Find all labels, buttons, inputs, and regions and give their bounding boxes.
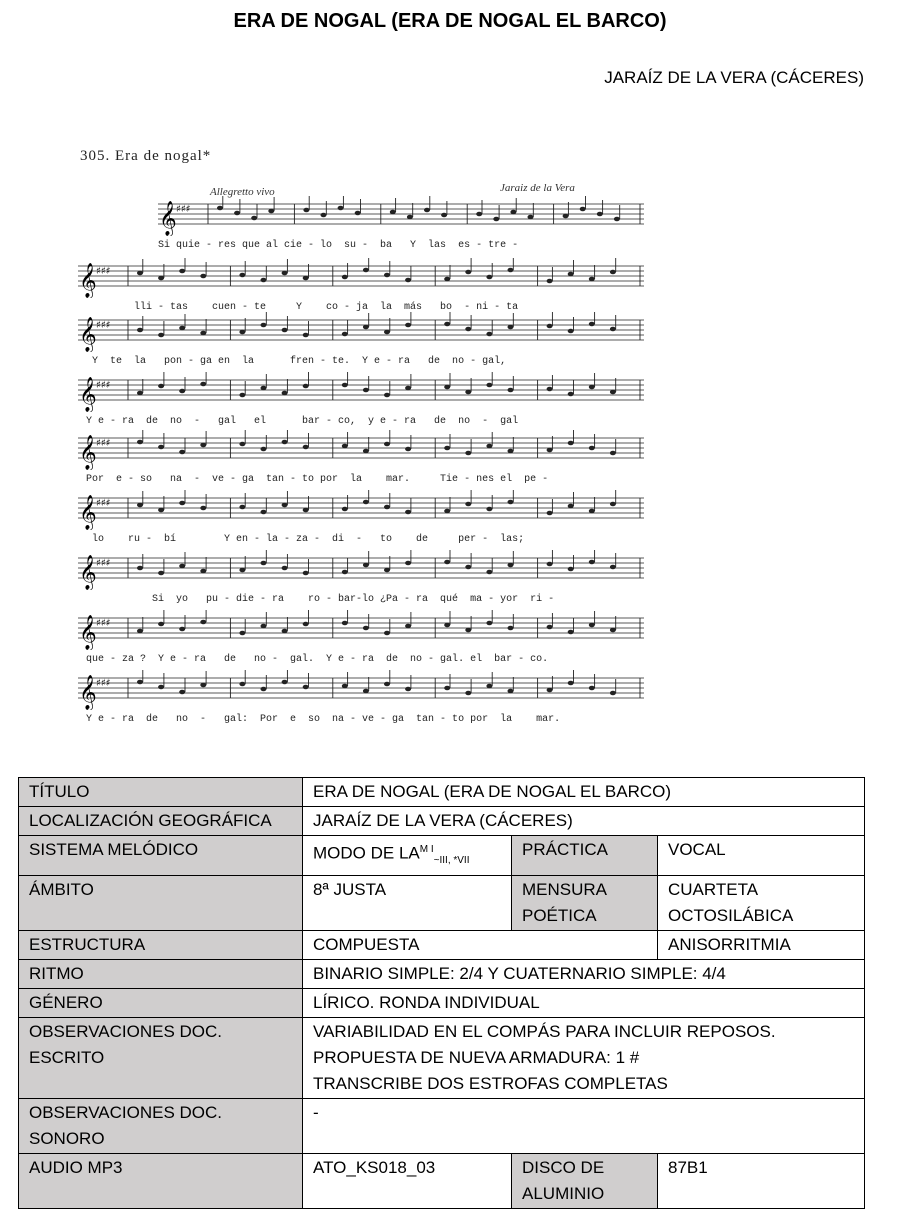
staff-lines [74, 610, 654, 650]
note-head [200, 274, 206, 279]
row-label: LOCALIZACIÓN GEOGRÁFICA [19, 807, 303, 836]
row-label: SISTEMA MELÓDICO [19, 836, 303, 876]
staff-lines [74, 670, 654, 710]
row-value: JARAÍZ DE LA VERA (CÁCERES) [303, 807, 865, 836]
note-head [179, 690, 185, 695]
observation-line: VARIABILIDAD EN EL COMPÁS PARA INCLUIR REPOSOS. [313, 1022, 776, 1042]
note-head [179, 627, 185, 632]
lyric-line: lo ru - bí Y en - la - za - di - to de per - las; [74, 534, 525, 545]
note-head [282, 271, 288, 276]
note-head [589, 277, 595, 282]
note-head [528, 215, 534, 220]
staff-lines [74, 430, 654, 470]
row-label: ESTRUCTURA [19, 931, 303, 960]
note-head [465, 327, 471, 332]
note-head [465, 628, 471, 633]
note-head [179, 269, 185, 274]
note-head [239, 682, 245, 687]
note-head [342, 507, 348, 512]
note-head [239, 505, 245, 510]
note-head [239, 330, 245, 335]
metadata-table [18, 777, 865, 1209]
key-signature-icon: ♯♯♯ [96, 320, 111, 331]
note-head [407, 215, 413, 220]
note-head [137, 391, 143, 396]
note-head [179, 389, 185, 394]
lyric-line: Por e - so na - ve - ga tan - to por la mar. Tie - nes el pe - [74, 474, 549, 485]
note-head [508, 325, 514, 330]
note-head [568, 630, 574, 635]
note-head [610, 628, 616, 633]
note-head [508, 563, 514, 568]
note-head [508, 689, 514, 694]
note-head [390, 210, 396, 215]
lyric-line: lli - tas cuen - te Y co - ja la más bo - ni - ta [74, 302, 519, 313]
note-head [597, 212, 603, 217]
note-head [610, 270, 616, 275]
note-head [158, 622, 164, 627]
note-head [405, 687, 411, 692]
note-head [568, 272, 574, 277]
row-value [303, 836, 512, 876]
row-value: COMPUESTA [303, 931, 658, 960]
note-head [342, 383, 348, 388]
staff-lines [74, 196, 654, 236]
staff-system [74, 670, 654, 730]
note-head [444, 686, 450, 691]
lyric-line: Y e - ra de no - gal: Por e so na - ve - ga tan - to por la mar. [74, 714, 561, 725]
note-head [580, 207, 586, 212]
note-head [465, 451, 471, 456]
lyric-line: Y e - ra de no - gal el bar - co, y e - ra de no - gal [74, 416, 519, 427]
note-head [137, 503, 143, 508]
tempo-marking: Allegretto vivo [210, 186, 275, 198]
note-head [486, 383, 492, 388]
key-signature-icon: ♯♯♯ [96, 618, 111, 629]
row-label: MENSURA POÉTICA [512, 876, 658, 931]
note-head [508, 449, 514, 454]
mode-text: MODO DE LA [313, 843, 420, 863]
row-label: ÁMBITO [19, 876, 303, 931]
note-head [508, 388, 514, 393]
row-label: PRÁCTICA [512, 836, 658, 876]
note-head [384, 273, 390, 278]
note-head [547, 688, 553, 693]
staff-system [74, 490, 654, 550]
note-head [405, 278, 411, 283]
note-head [261, 323, 267, 328]
note-head [493, 217, 499, 222]
note-head [303, 571, 309, 576]
note-head [261, 687, 267, 692]
note-head [137, 271, 143, 276]
row-value: VOCAL [658, 836, 865, 876]
staff-lines [74, 312, 654, 352]
staff-lines [74, 490, 654, 530]
note-head [158, 685, 164, 690]
key-signature-icon: ♯♯♯ [96, 678, 111, 689]
staff-lines [74, 258, 654, 298]
note-head [261, 561, 267, 566]
mode-subscript: ~III, *VII [433, 855, 470, 867]
row-value: ERA DE NOGAL (ERA DE NOGAL EL BARCO) [303, 778, 865, 807]
note-head [610, 327, 616, 332]
note-head [444, 277, 450, 282]
note-head [179, 501, 185, 506]
note-head [405, 561, 411, 566]
note-head [282, 503, 288, 508]
note-head [239, 442, 245, 447]
note-head [424, 208, 430, 213]
note-head [444, 446, 450, 451]
staff-system [74, 550, 654, 610]
row-value: LÍRICO. RONDA INDIVIDUAL [303, 989, 865, 1018]
note-head [547, 324, 553, 329]
note-head [465, 565, 471, 570]
note-head [363, 388, 369, 393]
note-head [465, 691, 471, 696]
note-head [261, 624, 267, 629]
note-head [282, 566, 288, 571]
note-head [563, 214, 569, 219]
treble-clef-icon: 𝄞 [79, 377, 97, 412]
key-signature-icon: ♯♯♯ [96, 498, 111, 509]
treble-clef-icon: 𝄞 [79, 495, 97, 530]
note-head [384, 505, 390, 510]
note-head [363, 500, 369, 505]
note-head [261, 278, 267, 283]
note-head [486, 332, 492, 337]
note-head [547, 387, 553, 392]
note-head [303, 445, 309, 450]
note-head [363, 626, 369, 631]
note-head [547, 511, 553, 516]
note-head [179, 564, 185, 569]
table-row [19, 807, 865, 836]
note-head [239, 273, 245, 278]
note-head [338, 206, 344, 211]
note-head [268, 209, 274, 214]
note-head [363, 325, 369, 330]
key-signature-icon: ♯♯♯ [96, 558, 111, 569]
table-row [19, 836, 865, 876]
treble-clef-icon: 𝄞 [79, 317, 97, 352]
staff-lines [74, 372, 654, 412]
note-head [384, 330, 390, 335]
note-head [200, 331, 206, 336]
note-head [444, 560, 450, 565]
note-head [465, 270, 471, 275]
note-head [234, 211, 240, 216]
note-head [261, 447, 267, 452]
note-head [137, 680, 143, 685]
note-head [200, 382, 206, 387]
note-head [239, 393, 245, 398]
score-origin: Jaraiz de la Vera [500, 182, 575, 194]
note-head [158, 445, 164, 450]
note-head [363, 563, 369, 568]
table-row [19, 931, 865, 960]
treble-clef-icon: 𝄞 [79, 555, 97, 590]
lyric-line: Y te la pon - ga en la fren - te. Y e - ra de no - gal, [74, 356, 507, 367]
note-head [200, 569, 206, 574]
note-head [486, 621, 492, 626]
treble-clef-icon: 𝄞 [79, 263, 97, 298]
note-head [547, 625, 553, 630]
staff-system [74, 430, 654, 490]
note-head [137, 328, 143, 333]
note-head [137, 629, 143, 634]
note-head [405, 386, 411, 391]
row-value: ATO_KS018_03 [303, 1154, 512, 1209]
note-head [441, 213, 447, 218]
note-head [239, 568, 245, 573]
row-value [303, 1018, 865, 1099]
note-head [610, 565, 616, 570]
table-row [19, 1018, 865, 1099]
staff-system [74, 258, 654, 318]
table-row [19, 1099, 865, 1154]
note-head [444, 623, 450, 628]
note-head [589, 385, 595, 390]
page-title: ERA DE NOGAL (ERA DE NOGAL EL BARCO) [233, 10, 667, 32]
note-head [282, 391, 288, 396]
table-row [19, 778, 865, 807]
note-head [282, 440, 288, 445]
note-head [486, 507, 492, 512]
note-head [486, 570, 492, 575]
note-head [342, 570, 348, 575]
note-head [589, 686, 595, 691]
note-head [158, 333, 164, 338]
note-head [508, 500, 514, 505]
staff-system [74, 312, 654, 372]
lyric-line: Si yo pu - die - ra ro - bar-lo ¿Pa - ra qué ma - yor ri - [74, 594, 555, 605]
mode-superscript: M I [419, 844, 434, 855]
note-head [179, 450, 185, 455]
note-head [610, 502, 616, 507]
note-head [589, 509, 595, 514]
note-head [405, 624, 411, 629]
note-head [384, 393, 390, 398]
note-head [363, 689, 369, 694]
note-head [508, 626, 514, 631]
note-head [589, 446, 595, 451]
note-head [200, 620, 206, 625]
key-signature-icon: ♯♯♯ [96, 438, 111, 449]
note-head [568, 567, 574, 572]
note-head [137, 440, 143, 445]
note-head [261, 510, 267, 515]
note-head [547, 279, 553, 284]
sheet-music [74, 140, 654, 748]
lyric-line: que - za ? Y e - ra de no - gal. Y e - ra de no - gal. el bar - co. [74, 654, 549, 665]
observation-line: PROPUESTA DE NUEVA ARMADURA: 1 # [313, 1048, 640, 1068]
note-head [363, 268, 369, 273]
lyric-line: Si quie - res que al cie - lo su - ba Y las es - tre - [74, 240, 519, 251]
note-head [568, 329, 574, 334]
note-head [200, 506, 206, 511]
note-head [568, 681, 574, 686]
staff-system [74, 196, 654, 256]
row-value: 87B1 [658, 1154, 865, 1209]
note-head [508, 268, 514, 273]
note-head [384, 682, 390, 687]
note-head [158, 571, 164, 576]
note-head [444, 385, 450, 390]
note-head [217, 206, 223, 211]
staff-system [74, 610, 654, 670]
row-value: 8ª JUSTA [303, 876, 512, 931]
note-head [200, 683, 206, 688]
note-head [610, 691, 616, 696]
note-head [342, 275, 348, 280]
note-head [158, 384, 164, 389]
key-signature-icon: ♯♯♯ [176, 204, 191, 215]
note-head [158, 508, 164, 513]
note-head [355, 211, 361, 216]
treble-clef-icon: 𝄞 [79, 435, 97, 470]
staff-system [74, 372, 654, 432]
note-head [510, 210, 516, 215]
key-signature-icon: ♯♯♯ [96, 380, 111, 391]
note-head [342, 332, 348, 337]
row-value: ANISORRITMIA [658, 931, 865, 960]
table-row [19, 960, 865, 989]
table-row [19, 1154, 865, 1209]
row-value: BINARIO SIMPLE: 2/4 Y CUATERNARIO SIMPLE: 4/4 [303, 960, 865, 989]
staff-lines [74, 550, 654, 590]
treble-clef-icon: 𝄞 [79, 615, 97, 650]
note-head [486, 444, 492, 449]
key-signature-icon: ♯♯♯ [96, 266, 111, 277]
note-head [547, 562, 553, 567]
note-head [486, 684, 492, 689]
note-head [614, 217, 620, 222]
note-head [465, 390, 471, 395]
note-head [303, 333, 309, 338]
note-head [282, 328, 288, 333]
note-head [303, 208, 309, 213]
note-head [610, 390, 616, 395]
row-label: GÉNERO [19, 989, 303, 1018]
note-head [589, 560, 595, 565]
note-head [303, 276, 309, 281]
treble-clef-icon: 𝄞 [159, 201, 177, 236]
note-head [589, 322, 595, 327]
note-head [342, 684, 348, 689]
note-head [342, 444, 348, 449]
row-value: CUARTETA OCTOSILÁBICA [658, 876, 865, 931]
row-label: OBSERVACIONES DOC. SONORO [19, 1099, 303, 1154]
note-head [384, 631, 390, 636]
table-row [19, 989, 865, 1018]
note-head [251, 216, 257, 221]
note-head [137, 566, 143, 571]
note-head [589, 623, 595, 628]
row-label: RITMO [19, 960, 303, 989]
note-head [342, 621, 348, 626]
note-head [384, 442, 390, 447]
note-head [568, 441, 574, 446]
score-number-title: 305. Era de nogal* [80, 148, 212, 164]
location-heading: JARAÍZ DE LA VERA (CÁCERES) [604, 68, 864, 87]
row-label: DISCO DE ALUMINIO [512, 1154, 658, 1209]
note-head [486, 275, 492, 280]
note-head [158, 276, 164, 281]
table-row [19, 876, 865, 931]
note-head [568, 392, 574, 397]
note-head [303, 508, 309, 513]
note-head [444, 509, 450, 514]
note-head [405, 323, 411, 328]
note-head [547, 448, 553, 453]
note-head [444, 322, 450, 327]
note-head [282, 680, 288, 685]
note-head [200, 443, 206, 448]
row-label: AUDIO MP3 [19, 1154, 303, 1209]
treble-clef-icon: 𝄞 [79, 675, 97, 710]
note-head [405, 510, 411, 515]
note-head [303, 622, 309, 627]
row-value: - [303, 1099, 865, 1154]
observation-line: TRANSCRIBE DOS ESTROFAS COMPLETAS [313, 1074, 668, 1094]
note-head [465, 502, 471, 507]
note-head [303, 384, 309, 389]
note-head [239, 631, 245, 636]
note-head [179, 326, 185, 331]
note-head [610, 451, 616, 456]
note-head [384, 568, 390, 573]
note-head [363, 449, 369, 454]
row-label: TÍTULO [19, 778, 303, 807]
note-head [405, 447, 411, 452]
note-head [303, 685, 309, 690]
note-head [476, 212, 482, 217]
note-head [261, 386, 267, 391]
note-head [568, 504, 574, 509]
note-head [282, 629, 288, 634]
row-label: OBSERVACIONES DOC. ESCRITO [19, 1018, 303, 1099]
note-head [321, 213, 327, 218]
